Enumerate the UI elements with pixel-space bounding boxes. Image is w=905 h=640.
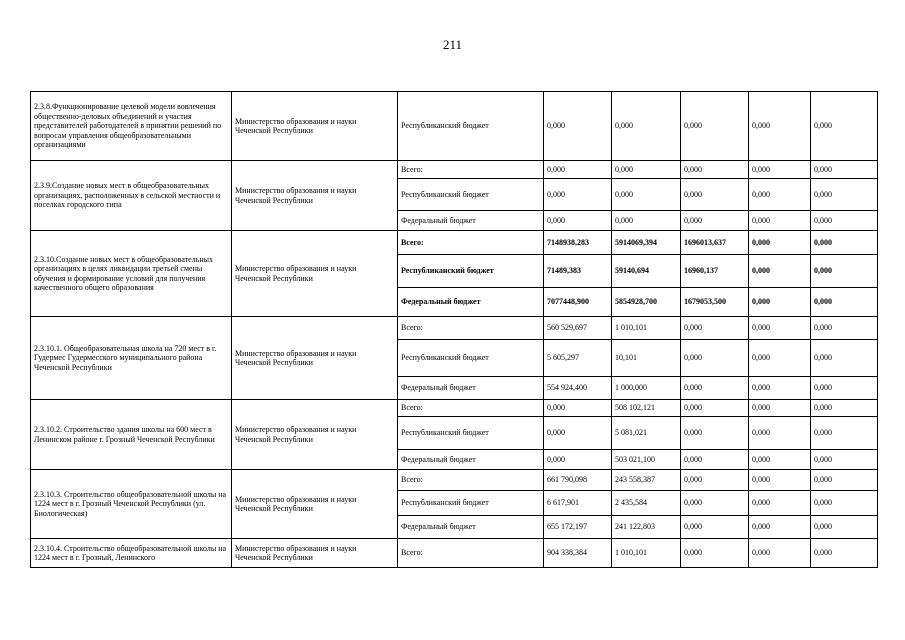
amount-cell-year-4: 0,000 <box>749 340 811 377</box>
amount-cell-year-5: 0,000 <box>811 539 878 568</box>
executor-cell: Министерство образования и науки Чеченской Республики <box>232 317 398 400</box>
amount-cell-year-3: 0,000 <box>681 340 749 377</box>
amount-cell-year-4: 0,000 <box>749 377 811 400</box>
measure-name-cell: 2.3.8.Функционирование целевой модели вовлечения общественно-деловых объединений и участия представителей работодателей в принятии решений по вопросам управления общеобразовательными организациями <box>31 92 232 161</box>
amount-cell-year-3: 0,000 <box>681 161 749 179</box>
funding-source-cell: Республиканский бюджет <box>398 179 544 211</box>
amount-cell-year-5: 0,000 <box>811 179 878 211</box>
funding-source-cell: Всего: <box>398 539 544 568</box>
executor-cell: Министерство образования и науки Чеченской Республики <box>232 400 398 470</box>
funding-source-cell: Федеральный бюджет <box>398 288 544 317</box>
amount-cell-year-2: 2 435,584 <box>612 491 681 516</box>
amount-cell-year-3: 1696013,637 <box>681 231 749 255</box>
amount-cell-year-2: 508 102,121 <box>612 400 681 417</box>
amount-cell-year-4: 0,000 <box>749 450 811 470</box>
amount-cell-year-4: 0,000 <box>749 400 811 417</box>
amount-cell-year-2: 59140,694 <box>612 255 681 288</box>
funding-source-cell: Всего: <box>398 400 544 417</box>
executor-cell: Министерство образования и науки Чеченской Республики <box>232 539 398 568</box>
amount-cell-year-1: 0,000 <box>544 92 612 161</box>
table-row <box>31 470 878 491</box>
funding-source-cell: Республиканский бюджет <box>398 92 544 161</box>
amount-cell-year-1: 904 338,384 <box>544 539 612 568</box>
executor-cell: Министерство образования и науки Чеченской Республики <box>232 231 398 317</box>
table-row <box>31 539 878 568</box>
amount-cell-year-5: 0,000 <box>811 255 878 288</box>
measure-name-cell: 2.3.10.2. Строительство здания школы на 600 мест в Ленинском районе г. Грозный Чеченской Республики <box>31 400 232 470</box>
amount-cell-year-4: 0,000 <box>749 417 811 450</box>
amount-cell-year-2: 241 122,803 <box>612 516 681 539</box>
amount-cell-year-2: 243 558,387 <box>612 470 681 491</box>
amount-cell-year-4: 0,000 <box>749 470 811 491</box>
amount-cell-year-5: 0,000 <box>811 231 878 255</box>
amount-cell-year-2: 0,000 <box>612 161 681 179</box>
amount-cell-year-4: 0,000 <box>749 161 811 179</box>
amount-cell-year-3: 1679053,500 <box>681 288 749 317</box>
amount-cell-year-3: 0,000 <box>681 317 749 340</box>
funding-source-cell: Республиканский бюджет <box>398 255 544 288</box>
measure-name-cell: 2.3.10.3. Строительство общеобразовательной школы на 1224 мест в г. Грозный Чеченской Республики (ул. Биологическая) <box>31 470 232 539</box>
amount-cell-year-4: 0,000 <box>749 491 811 516</box>
amount-cell-year-2: 503 021,100 <box>612 450 681 470</box>
amount-cell-year-4: 0,000 <box>749 288 811 317</box>
amount-cell-year-4: 0,000 <box>749 539 811 568</box>
amount-cell-year-5: 0,000 <box>811 211 878 231</box>
table-row <box>31 317 878 340</box>
amount-cell-year-3: 0,000 <box>681 516 749 539</box>
amount-cell-year-1: 0,000 <box>544 450 612 470</box>
amount-cell-year-1: 560 529,697 <box>544 317 612 340</box>
page-number: 211 <box>442 37 463 52</box>
amount-cell-year-1: 0,000 <box>544 417 612 450</box>
funding-source-cell: Всего: <box>398 317 544 340</box>
amount-cell-year-1: 5 605,297 <box>544 340 612 377</box>
amount-cell-year-3: 0,000 <box>681 377 749 400</box>
amount-cell-year-1: 0,000 <box>544 211 612 231</box>
table-row <box>31 161 878 179</box>
amount-cell-year-3: 0,000 <box>681 470 749 491</box>
budget-table-body <box>31 92 878 568</box>
amount-cell-year-3: 0,000 <box>681 417 749 450</box>
amount-cell-year-4: 0,000 <box>749 516 811 539</box>
amount-cell-year-1: 661 790,098 <box>544 470 612 491</box>
funding-source-cell: Республиканский бюджет <box>398 340 544 377</box>
amount-cell-year-5: 0,000 <box>811 161 878 179</box>
measure-name-cell: 2.3.10.Создание новых мест в общеобразовательных организациях в целях ликвидации третьей смены обучения и формирование условий для получения качественного общего образования <box>31 231 232 317</box>
executor-cell: Министерство образования и науки Чеченской Республики <box>232 470 398 539</box>
amount-cell-year-5: 0,000 <box>811 288 878 317</box>
amount-cell-year-4: 0,000 <box>749 231 811 255</box>
amount-cell-year-3: 0,000 <box>681 92 749 161</box>
funding-source-cell: Федеральный бюджет <box>398 377 544 400</box>
funding-source-cell: Всего: <box>398 161 544 179</box>
amount-cell-year-2: 1 000,000 <box>612 377 681 400</box>
table-row <box>31 231 878 255</box>
amount-cell-year-4: 0,000 <box>749 179 811 211</box>
amount-cell-year-5: 0,000 <box>811 516 878 539</box>
amount-cell-year-5: 0,000 <box>811 92 878 161</box>
amount-cell-year-3: 0,000 <box>681 450 749 470</box>
executor-cell: Министерство образования и науки Чеченской Республики <box>232 92 398 161</box>
amount-cell-year-1: 0,000 <box>544 161 612 179</box>
amount-cell-year-2: 0,000 <box>612 92 681 161</box>
measure-name-cell: 2.3.10.4. Строительство общеобразовательной школы на 1224 мест в г. Грозный, Ленинского <box>31 539 232 568</box>
table-row <box>31 400 878 417</box>
amount-cell-year-2: 5914069,394 <box>612 231 681 255</box>
funding-source-cell: Всего: <box>398 470 544 491</box>
amount-cell-year-1: 655 172,197 <box>544 516 612 539</box>
measure-name-cell: 2.3.10.1. Общеобразовательная школа на 720 мест в г. Гудермес Гудермесского муниципального района Чеченской Республики <box>31 317 232 400</box>
amount-cell-year-1: 71489,383 <box>544 255 612 288</box>
amount-cell-year-2: 1 010,101 <box>612 317 681 340</box>
amount-cell-year-3: 0,000 <box>681 179 749 211</box>
amount-cell-year-5: 0,000 <box>811 491 878 516</box>
budget-table <box>30 91 878 568</box>
funding-source-cell: Федеральный бюджет <box>398 211 544 231</box>
amount-cell-year-1: 0,000 <box>544 400 612 417</box>
table-row <box>31 92 878 161</box>
funding-source-cell: Всего: <box>398 231 544 255</box>
funding-source-cell: Республиканский бюджет <box>398 417 544 450</box>
amount-cell-year-2: 0,000 <box>612 179 681 211</box>
amount-cell-year-2: 10,101 <box>612 340 681 377</box>
amount-cell-year-5: 0,000 <box>811 317 878 340</box>
amount-cell-year-4: 0,000 <box>749 255 811 288</box>
amount-cell-year-5: 0,000 <box>811 450 878 470</box>
amount-cell-year-3: 0,000 <box>681 211 749 231</box>
amount-cell-year-2: 5854928,700 <box>612 288 681 317</box>
amount-cell-year-3: 0,000 <box>681 491 749 516</box>
amount-cell-year-5: 0,000 <box>811 470 878 491</box>
amount-cell-year-3: 16960,137 <box>681 255 749 288</box>
amount-cell-year-4: 0,000 <box>749 92 811 161</box>
amount-cell-year-2: 5 081,021 <box>612 417 681 450</box>
funding-source-cell: Республиканский бюджет <box>398 491 544 516</box>
amount-cell-year-3: 0,000 <box>681 400 749 417</box>
amount-cell-year-2: 1 010,101 <box>612 539 681 568</box>
amount-cell-year-1: 6 617,901 <box>544 491 612 516</box>
amount-cell-year-4: 0,000 <box>749 211 811 231</box>
amount-cell-year-5: 0,000 <box>811 340 878 377</box>
amount-cell-year-1: 0,000 <box>544 179 612 211</box>
amount-cell-year-1: 7148938,283 <box>544 231 612 255</box>
funding-source-cell: Федеральный бюджет <box>398 516 544 539</box>
amount-cell-year-5: 0,000 <box>811 377 878 400</box>
amount-cell-year-4: 0,000 <box>749 317 811 340</box>
amount-cell-year-5: 0,000 <box>811 417 878 450</box>
executor-cell: Министерство образования и науки Чеченской Республики <box>232 161 398 231</box>
amount-cell-year-3: 0,000 <box>681 539 749 568</box>
amount-cell-year-5: 0,000 <box>811 400 878 417</box>
amount-cell-year-2: 0,000 <box>612 211 681 231</box>
amount-cell-year-1: 554 924,400 <box>544 377 612 400</box>
amount-cell-year-1: 7077448,900 <box>544 288 612 317</box>
funding-source-cell: Федеральный бюджет <box>398 450 544 470</box>
measure-name-cell: 2.3.9.Создание новых мест в общеобразовательных организациях, расположенных в сельской местности и поселках городского типа <box>31 161 232 231</box>
